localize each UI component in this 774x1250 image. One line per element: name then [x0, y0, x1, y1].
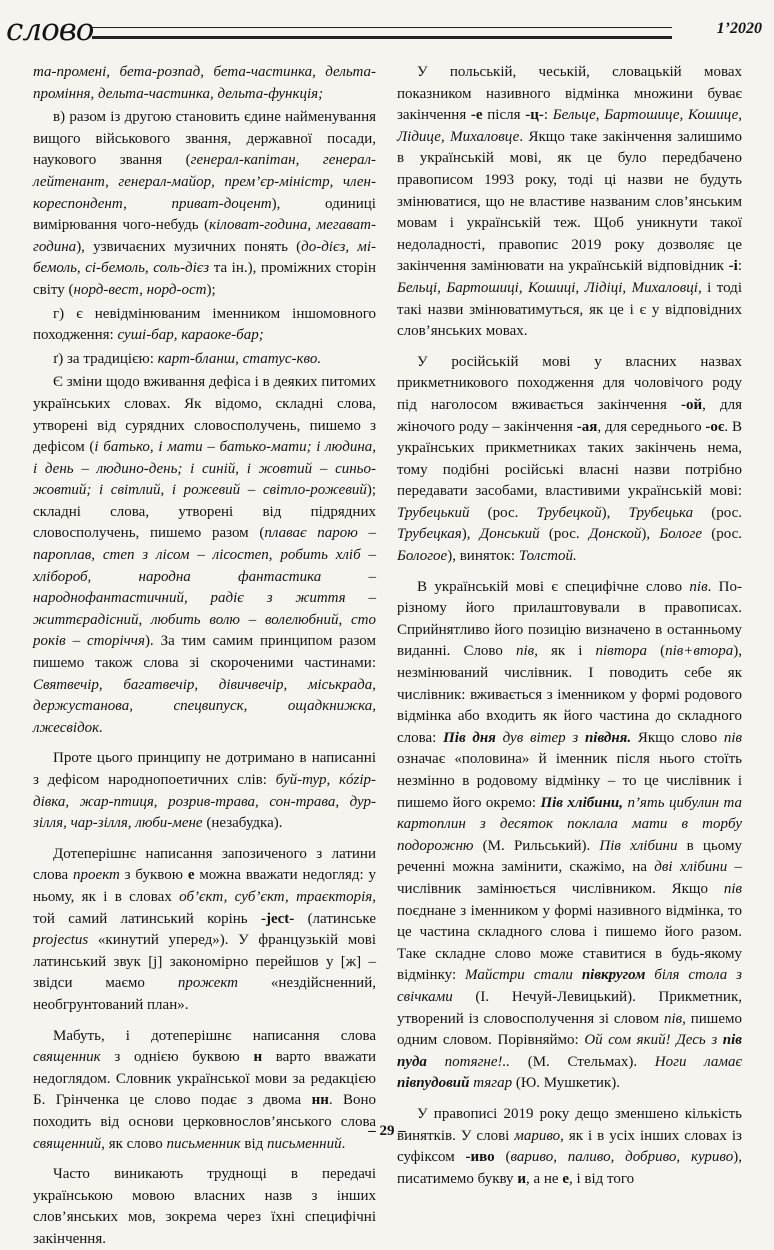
paragraph: У правописі 2019 року дещо зменшено кількість винятків. У слові мариво, як і в усіх інших словах із суфіксом -иво (вариво, паливо, добриво, куриво), писатимемо букву и, а не е, і від того: [397, 1105, 742, 1187]
paragraph: Проте цього принципу не дотримано в написанні з дефісом народнопоетичних слів: буй-тур, кózір-дівка, жар-птиця, розрив-трава, сон-трава, дур-зілля, чар-зілля, люби-мене (незабудка).: [33, 750, 377, 832]
journal-logo: слово: [6, 12, 94, 48]
left-column: [33, 62, 377, 1247]
issue-number: 1’2020: [716, 20, 762, 37]
paragraph: в) разом із другою становить єдине найменування вищого військового звання, державної посади, наукового звання (генерал-капітан, генерал-лейтенант, генерал-майор, прем’єр-міністр, член-кореспондент, приват-доцент), одиниці вимірювання чого-небудь (кіловат-година, мегават-година), узвичаєних музичних понять (до-дієз, мі-бемоль, сі-бемоль, соль-дієз та ін.), проміжних сторін світу (норд-вест, норд-ост);: [33, 109, 377, 298]
running-header: [0, 0, 774, 48]
paragraph: В українській мові є специфічне слово пів. По-різному його прилаштовували в правописах. Сприйнятливо його позицію визначено в останньому виданні. Слово пів, як і півтора (пів+втора), незмінюваний числівник. І поводить себе як числівник: вживається з іменником у формі родового відмінка або входить як його частина до складного слова: Пів дня дув вітер з півдня. Якщо слово пів означає «половина» й іменник після нього стоїть незмінно в родовому відмінку – то це числівник і пишемо його окремо: Пів хлібини, п’ять цибулин та картоплин з десяток поклала мати в торбу подорожню (М. Рильський). Пів хлібини в цьому реченні можна замінити, скажімо, на дві хлібини – числівник замінюється числівником. Якщо пів поєднане з іменником у формі називного відмінка, то це частина складного слова і пишемо його разом. Таке складне слово може ставитися в будь-якому відмінку: Майстри стали півкругом біля стола з свічками (І. Нечуй-Левицький). Прикметник, утворений із словосполучення зі словом пів, пишемо одним словом. Порівняймо: Ой сом який! Десь з пів пуда потягне!.. (М. Стельмах). Ноги ламає півпудовий тягар (Ю. Мушкетик).: [397, 578, 743, 1092]
paragraph: г) є невідмінюваним іменником іншомовного походження: суші-бар, караоке-бар;: [33, 305, 376, 344]
header-rule: [92, 27, 672, 39]
paragraph: та-промені, бета-розпад, бета-частинка, дельта-проміння, дельта-частинка, дельта-функція;: [33, 64, 376, 102]
page-number: – 29 –: [368, 1123, 406, 1139]
paragraph: Часто виникають труднощі в передачі українською мовою власних назв з інших слов’янських мов, зокрема через їхні специфічні закінчення.: [33, 1166, 376, 1247]
paragraph: У російській мові у власних назвах прикметникового походження для чоловічого роду під наголосом вживається закінчення -ой, для жіночого роду – закінчення -ая, для середнього -оє. В українських прикметниках таких закінчень нема, тому подібні російські власні назви потрібно передавати засобами, властивими українській мові: Трубецький (рос. Трубецкой), Трубецька (рос. Трубецкая), Донський (рос. Донской), Бологе (рос. Бологое), виняток: Толстой.: [397, 353, 742, 565]
right-column: [397, 62, 743, 1187]
paragraph: У польській, чеській, словацькій мовах показником називного відмінка множини буває закінчення -е після -ц-: Бельце, Бартошице, Кошице, Лідице, Михаловце. Якщо таке закінчення залишимо в українській мові, як це було передбачено правописом 1993 року, тоді ці назви не будуть змінюватися, що не властиве названим слов’янським мовам і українській теж. Щоб уникнути такої недоладності, правопис 2019 року дозволяє це закінчення замінювати на українській відповідник -і: Бельці, Бартошиці, Кошиці, Лідіці, Михаловці, і тоді такі назви змінюватимуться, як це і є у відповідних слов’янських мовах.: [397, 64, 742, 340]
paragraph: Дотеперішнє написання запозиченого з латини слова проект з буквою е можна вважати недогляд: у ньому, як і в словах об’єкт, суб’єкт, траєкторія, той самий латинський корінь -ject- (латинське projectus «кинутий уперед»). У французькій мові латинський звук [j] закономірно перейшов у [ж] – звідси маємо прожект «нездійсненний, необгрунтований план».: [33, 845, 377, 1013]
paragraph: Є зміни щодо вживання дефіса і в деяких питомих українських словах. Як відомо, складні слова, утворені від сурядних словосполучень, пишемо з дефісом (і батько, і мати – батько-мати; і людина, і день – людино-день; і синій, і жовтий – синьо-жовтий; і світлий, і рожевий – світло-рожевий); складні слова, утворені від підрядних словосполучень, пишемо разом (плаває парою – пароплав, степ з лісом – лісостеп, робить хліб – хлібороб, народна фантастика – народнофантастичний, радіє з життя – життєрадісний, любить волю – волелюбний, сто років – сторіччя). За тим самим принципом разом пишемо також слова зі скороченими частинами: Святвечір, багатвечір, дівичвечір, міськрада, держустанова, спецвипуск, ощадкнижка, лжесвідок.: [33, 374, 377, 736]
paragraph: ґ) за традицією: карт-бланш, статус-кво.: [53, 350, 322, 367]
paragraph: Мабуть, і дотеперішнє написання слова священник з однією буквою н варто вважати недоглядом. Словник української мови за редакцією Б. Грінченка це слово подає з двома нн. Воно походить від основи церковнослов’янського слова священний, як слово письменник від письменний.: [33, 1027, 377, 1152]
